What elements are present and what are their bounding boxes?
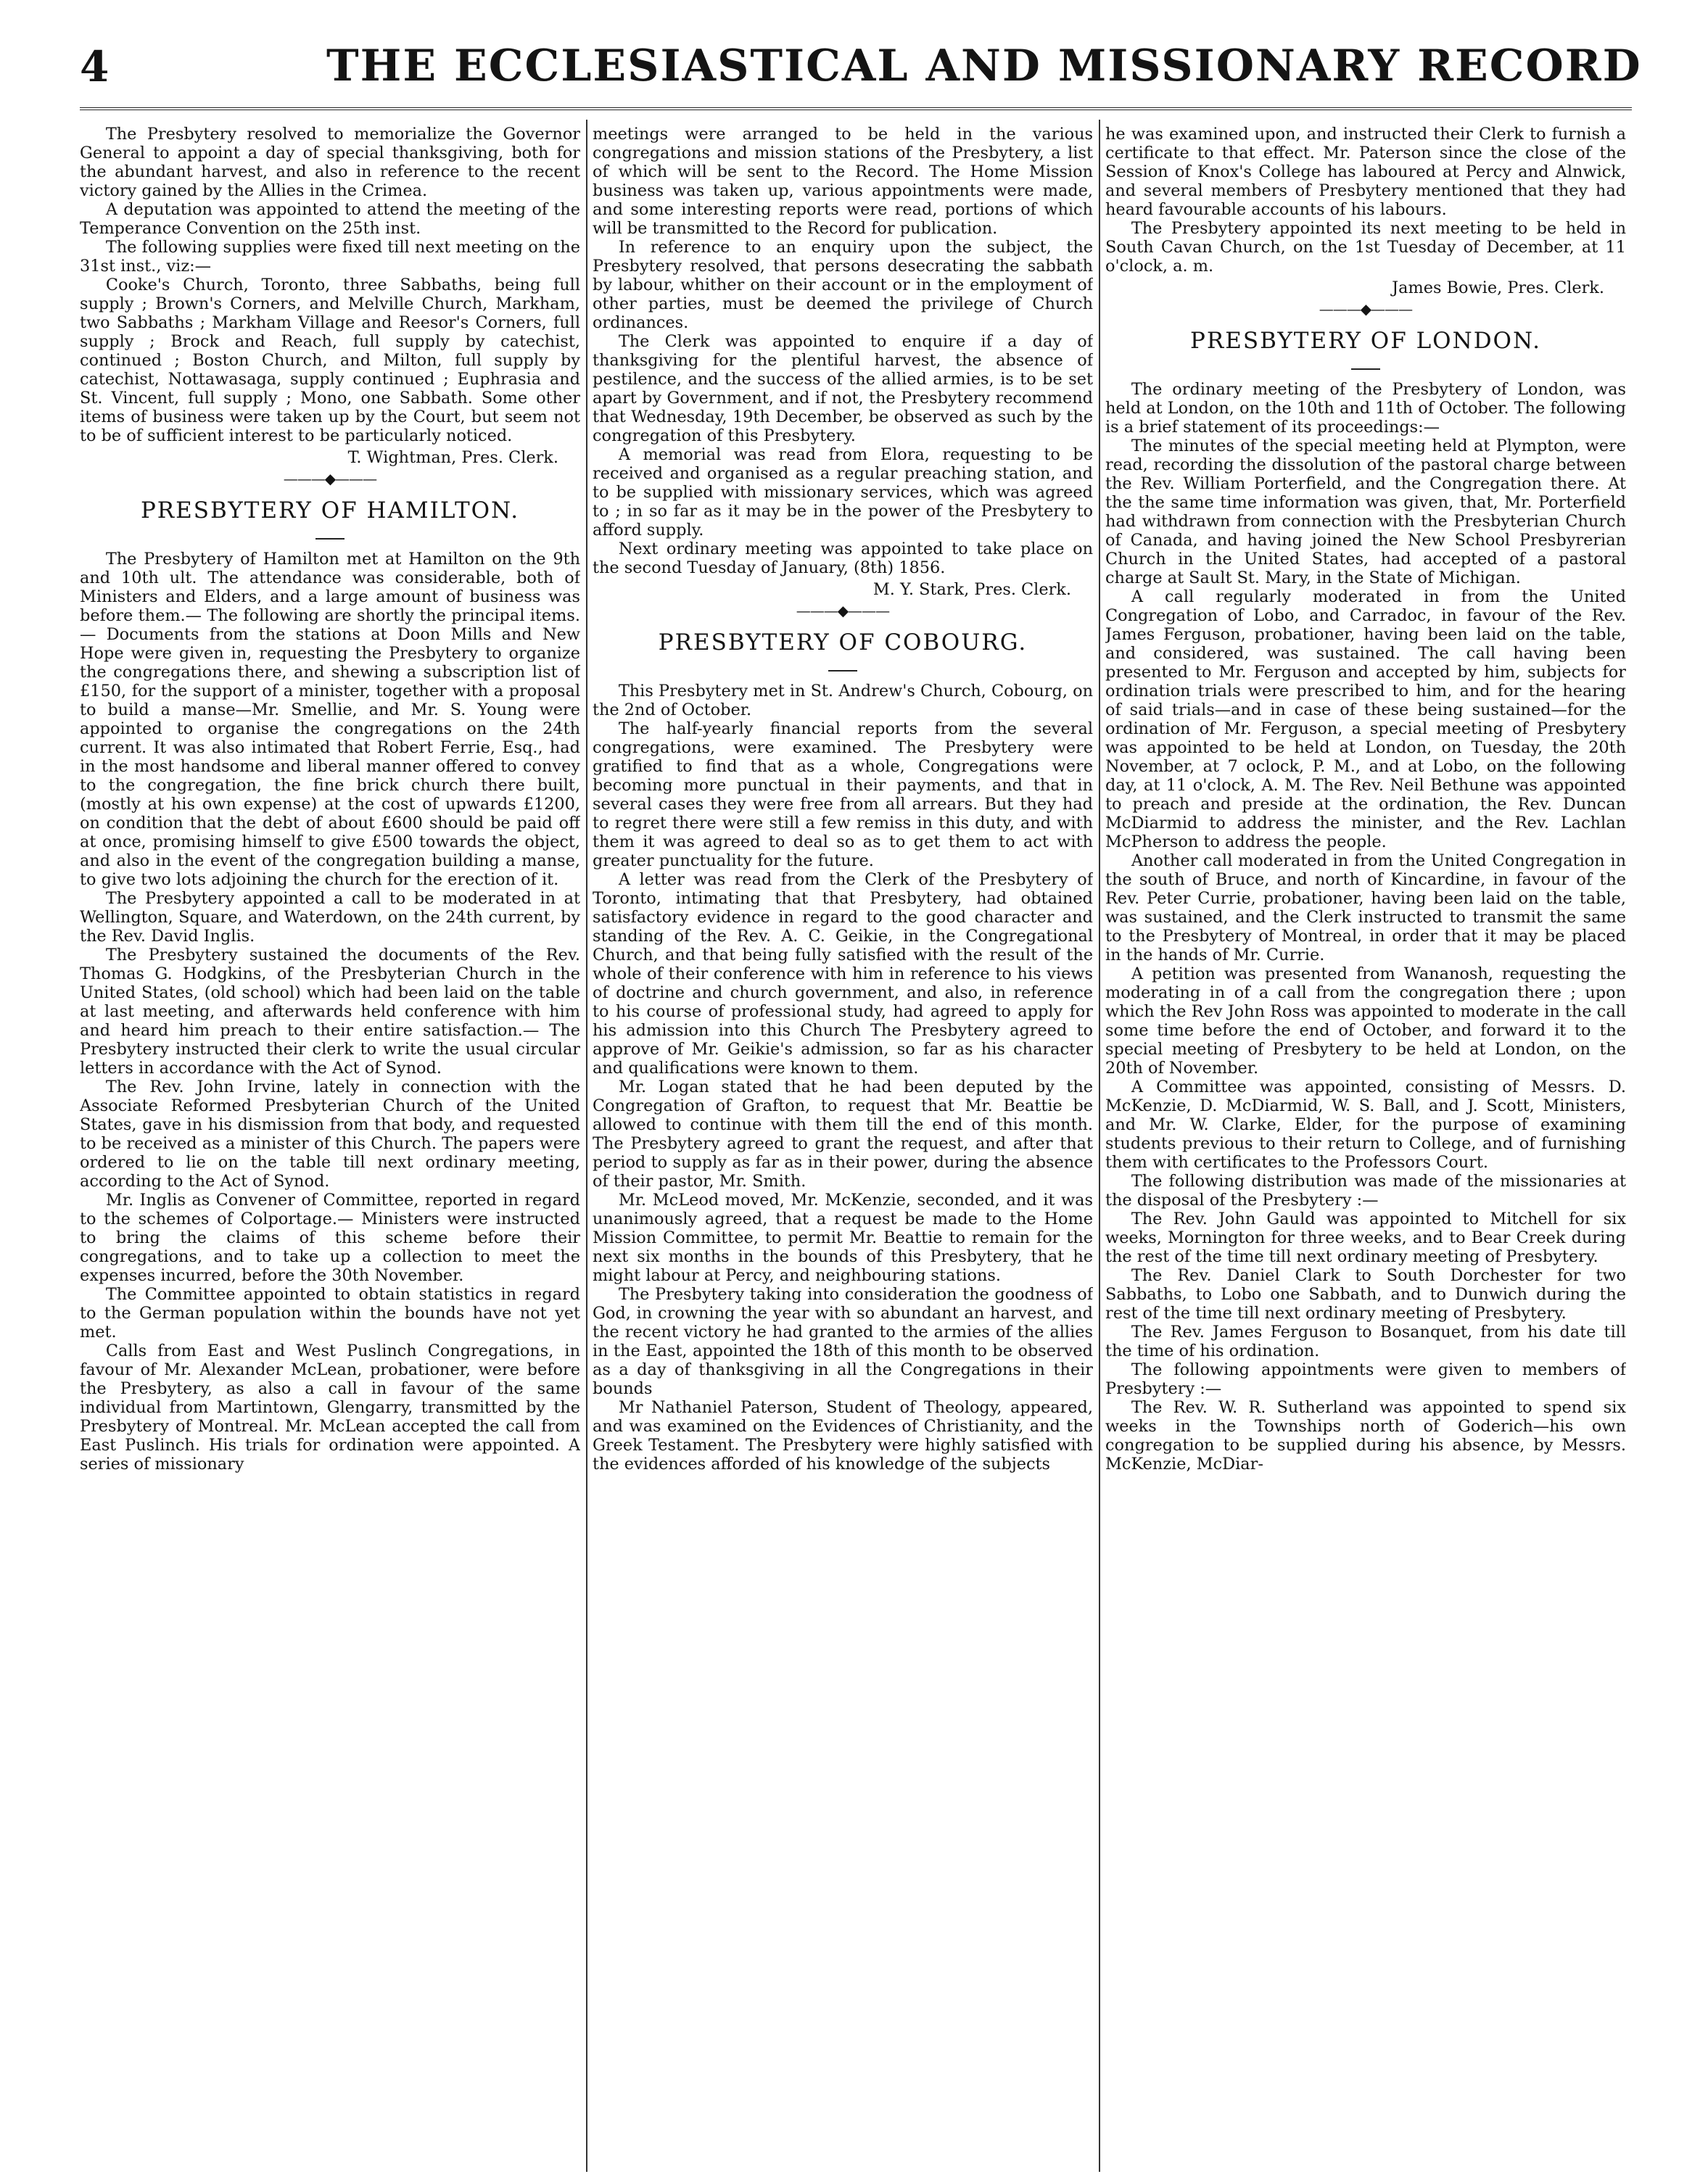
header-rule: [80, 107, 1632, 110]
paragraph: The Rev. Daniel Clark to South Dorchester for two Sabbaths, to Lobo one Sabbath, and to Dunwich during the rest of the time till next ordinary meeting of Presbytery.: [1105, 1266, 1626, 1323]
paragraph: The Rev. John Irvine, lately in connection with the Associate Reformed Presbyterian Church of the United States, gave in his dismission from that body, and requested to be received as a minister of this Church. The papers were ordered to lie on the table till next ordinary meeting, according to the Act of Synod.: [80, 1078, 580, 1191]
paragraph: The Rev. John Gauld was appointed to Mitchell for six weeks, Mornington for three weeks, and to Bear Creek during the rest of the time till next ordinary meeting of Presbytery.: [1105, 1210, 1626, 1266]
column-3: [1105, 125, 1626, 2155]
paragraph: he was examined upon, and instructed their Clerk to furnish a certificate to that effect. Mr. Paterson since the close of the Session of Knox's College has laboured at Percy and Alnwick, and several members of Presbytery mentioned that they had heard favourable accounts of his labours.: [1105, 125, 1626, 219]
paragraph: Another call moderated in from the United Congregation in the south of Bruce, and north of Kincardine, in favour of the Rev. Peter Currie, probationer, having been laid on the table, was sustained, and the Clerk instructed to transmit the same to the Presbytery of Montreal, in order that it may be placed in the hands of Mr. Currie.: [1105, 851, 1626, 964]
paragraph: A petition was presented from Wananosh, requesting the moderating in of a call from the congregation there ; upon which the Rev John Ross was appointed to moderate in the call some time before the end of October, and forward it to the special meeting of Presbytery to be held at London, on the 20th of November.: [1105, 964, 1626, 1078]
paragraph: The ordinary meeting of the Presbytery of London, was held at London, on the 10th and 11th of October. The following is a brief statement of its proceedings:—: [1105, 380, 1626, 437]
paragraph: meetings were arranged to be held in the various congregations and mission stations of the Presbytery, a list of which will be sent to the Record. The Home Mission business was taken up, various appointments were made, and some interesting reports were read, portions of which will be transmitted to the Record for publication.: [593, 125, 1093, 238]
paragraph: A letter was read from the Clerk of the Presbytery of Toronto, intimating that that Presbytery, had obtained satisfactory evidence in regard to the good character and standing of the Rev. A. C. Geikie, in the Congregational Church, and that being fully satisfied with the result of the whole of their conference with him in reference to his views of doctrine and church government, and also, in reference to his course of professional study, had agreed to apply for his admission into this Church The Presbytery agreed to approve of Mr. Geikie's admission, so far as his character and qualifications were known to them.: [593, 870, 1093, 1078]
heading-dash: [1105, 358, 1626, 371]
paragraph: The Rev. James Ferguson to Bosanquet, from his date till the time of his ordination.: [1105, 1323, 1626, 1360]
heading-dash: [80, 528, 580, 541]
paragraph: A deputation was appointed to attend the meeting of the Temperance Convention on the 25th inst.: [80, 200, 580, 238]
paragraph: The Presbytery appointed a call to be moderated in at Wellington, Square, and Waterdown, on the 24th current, by the Rev. David Inglis.: [80, 889, 580, 946]
column-divider: [586, 120, 587, 2172]
clerk-signature: James Bowie, Pres. Clerk.: [1392, 278, 1604, 297]
paragraph: A call regularly moderated in from the United Congregation of Lobo, and Carradoc, in favour of the Rev. James Ferguson, probationer, having been laid on the table, and considered, was sustained. The call having been presented to Mr. Ferguson and accepted by him, subjects for ordination trials were prescribed to him, and for the hearing of said trials—and in case of these being sustained—for the ordination of Mr. Ferguson, a special meeting of Presbytery was appointed to be held at London, on Tuesday, the 20th November, at 7 oclock, P. M., and at Lobo, on the following day, at 11 o'clock, A. M. The Rev. Neil Bethune was appointed to preach and preside at the ordination, the Rev. Duncan McDiarmid to address the minister, and the Rev. Lachlan McPherson to address the people.: [1105, 587, 1626, 851]
paragraph: The Presbytery sustained the documents of the Rev. Thomas G. Hodgkins, of the Presbyterian Church in the United States, (old school) which had been laid on the table at last meeting, and afterwards held conference with him and heard him preach to their entire satisfaction.— The Presbytery instructed their clerk to write the usual circular letters in accordance with the Act of Synod.: [80, 946, 580, 1078]
paragraph: The Presbytery appointed its next meeting to be held in South Cavan Church, on the 1st Tuesday of December, at 11 o'clock, a. m.: [1105, 219, 1626, 276]
paragraph: The following appointments were given to members of Presbytery :—: [1105, 1360, 1626, 1398]
column-2: [593, 125, 1093, 2155]
paragraph: Next ordinary meeting was appointed to take place on the second Tuesday of January, (8th) 1856.: [593, 540, 1093, 577]
paragraph: Cooke's Church, Toronto, three Sabbaths, being full supply ; Brown's Corners, and Melville Church, Markham, two Sabbaths ; Markham Village and Reesor's Corners, full supply ; Brock and Reach, full supply by catechist, continued ; Boston Church, and Milton, full supply by catechist, Nottawasaga, supply continued ; Euphrasia and St. Vincent, full supply ; Mono, one Sabbath. Some other items of business were taken up by the Court, but seem not to be of sufficient interest to be particularly noticed.: [80, 276, 580, 445]
paragraph: The Presbytery resolved to memorialize the Governor General to appoint a day of special thanksgiving, both for the abundant harvest, and also in reference to the recent victory gained by the Allies in the Crimea.: [80, 125, 580, 200]
paragraph: A Committee was appointed, consisting of Messrs. D. McKenzie, D. McDiarmid, W. S. Ball, and J. Scott, Ministers, and Mr. W. Clarke, Elder, for the purpose of examining students previous to their return to College, and of furnishing them with certificates to the Professors Court.: [1105, 1078, 1626, 1172]
section-heading: PRESBYTERY OF LONDON.: [1190, 328, 1541, 354]
paragraph: The Rev. W. R. Sutherland was appointed to spend six weeks in the Townships north of Goderich—his own congregation to be supplied during his absence, by Messrs. McKenzie, McDiar-: [1105, 1398, 1626, 1474]
paragraph: A memorial was read from Elora, requesting to be received and organised as a regular preaching station, and to be supplied with missionary services, which was agreed to ; in so far as it may be in the power of the Presbytery to afford supply.: [593, 445, 1093, 540]
paragraph: Mr. Logan stated that he had been deputed by the Congregation of Grafton, to request that Mr. Beattie be allowed to continue with them till the end of this month. The Presbytery agreed to grant the request, and after that period to supply as far as in their power, during the absence of their pastor, Mr. Smith.: [593, 1078, 1093, 1191]
clerk-signature: T. Wightman, Pres. Clerk.: [347, 448, 558, 467]
section-ornament: ———◆———: [796, 602, 890, 619]
heading-dash: [593, 660, 1093, 673]
section-ornament: ———◆———: [283, 470, 377, 487]
paragraph: Mr. McLeod moved, Mr. McKenzie, seconded, and it was unanimously agreed, that a request be made to the Home Mission Committee, to permit Mr. Beattie to remain for the next six months in the bounds of this Presbytery, that he might labour at Percy, and neighbouring stations.: [593, 1191, 1093, 1285]
column-1: [80, 125, 580, 2155]
paragraph: This Presbytery met in St. Andrew's Church, Cobourg, on the 2nd of October.: [593, 682, 1093, 719]
column-divider: [1099, 120, 1100, 2172]
paragraph: The minutes of the special meeting held at Plympton, were read, recording the dissolution of the pastoral charge between the Rev. William Porterfield, and the Congregation there. At the the same time information was given, that, Mr. Porterfield had withdrawn from connection with the Presbyterian Church of Canada, and having joined the New School Presbyrerian Church in the United States, had accepted of a pastoral charge at Sault St. Mary, in the State of Michigan.: [1105, 437, 1626, 587]
paragraph: The half-yearly financial reports from the several congregations, were examined. The Presbytery were gratified to find that as a whole, Congregations were becoming more punctual in their payments, and that in several cases they were free from all arrears. But they had to regret there were still a few remiss in this duty, and with them it was agreed to deal so as to get them to act with greater punctuality for the future.: [593, 719, 1093, 870]
paragraph: The Presbytery of Hamilton met at Hamilton on the 9th and 10th ult. The attendance was considerable, both of Ministers and Elders, and a large amount of business was before them.— The following are shortly the principal items.— Documents from the stations at Doon Mills and New Hope were given in, requesting the Presbytery to organize the congregations there, and shewing a subscription list of £150, for the support of a minister, together with a proposal to build a manse—Mr. Smellie, and Mr. S. Young were appointed to organise the congregations on the 24th current. It was also intimated that Robert Ferrie, Esq., had in the most handsome and liberal manner offered to convey to the congregation, the fine brick church there built, (mostly at his own expense) at the cost of upwards £1200, on condition that the debt of about £600 should be paid off at once, promising himself to give £500 towards the object, and also in the event of the congregation building a manse, to give two lots adjoining the church for the erection of it.: [80, 550, 580, 889]
paragraph: Mr. Inglis as Convener of Committee, reported in regard to the schemes of Colportage.— Ministers were instructed to bring the claims of this scheme before their congregations, and to take up a collection to meet the expenses incurred, before the 30th November.: [80, 1191, 580, 1285]
section-heading: PRESBYTERY OF COBOURG.: [658, 629, 1028, 656]
paragraph: The following distribution was made of the missionaries at the disposal of the Presbytery :—: [1105, 1172, 1626, 1210]
paragraph: The following supplies were fixed till next meeting on the 31st inst., viz:—: [80, 238, 580, 276]
page-number: 4: [80, 42, 110, 91]
masthead-title: THE ECCLESIASTICAL AND MISSIONARY RECORD: [326, 41, 1642, 91]
paragraph: In reference to an enquiry upon the subject, the Presbytery resolved, that persons desecrating the sabbath by labour, whither on their account or in the employment of other parties, must be deemed the privilege of Church ordinances.: [593, 238, 1093, 332]
paragraph: Mr Nathaniel Paterson, Student of Theology, appeared, and was examined on the Evidences of Christianity, and the Greek Testament. The Presbytery were highly satisfied with the evidences afforded of his knowledge of the subjects: [593, 1398, 1093, 1474]
clerk-signature: M. Y. Stark, Pres. Clerk.: [872, 580, 1071, 599]
section-ornament: ———◆———: [1319, 300, 1413, 318]
paragraph: The Clerk was appointed to enquire if a day of thanksgiving for the plentiful harvest, the absence of pestilence, and the success of the allied armies, is to be set apart by Government, and if not, the Presbytery recommend that Wednesday, 19th December, be observed as such by the congregation of this Presbytery.: [593, 332, 1093, 445]
paragraph: The Presbytery taking into consideration the goodness of God, in crowning the year with so abundant an harvest, and the recent victory he had granted to the armies of the allies in the East, appointed the 18th of this month to be observed as a day of thanksgiving in all the Congregations in their bounds: [593, 1285, 1093, 1398]
section-heading: PRESBYTERY OF HAMILTON.: [140, 497, 520, 524]
paragraph: The Committee appointed to obtain statistics in regard to the German population within the bounds have not yet met.: [80, 1285, 580, 1342]
paragraph: Calls from East and West Puslinch Congregations, in favour of Mr. Alexander McLean, probationer, were before the Presbytery, as also a call in favour of the same individual from Martintown, Glengarry, transmitted by the Presbytery of Montreal. Mr. McLean accepted the call from East Puslinch. His trials for ordination were appointed. A series of missionary: [80, 1342, 580, 1474]
